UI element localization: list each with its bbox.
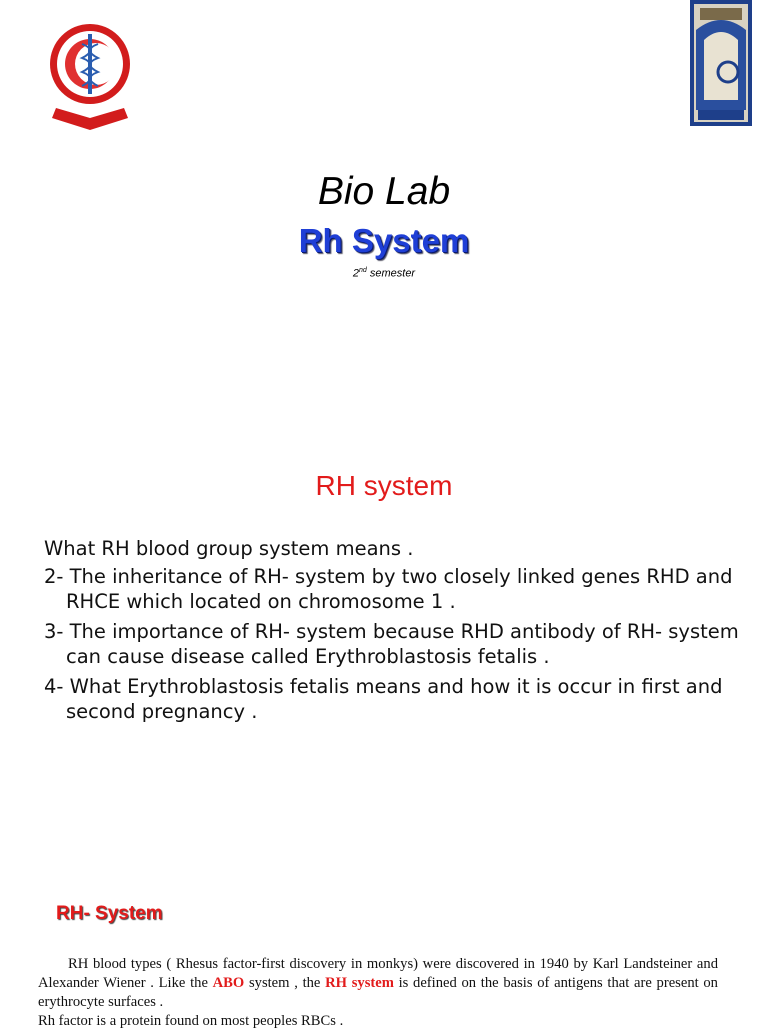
title-slide (0, 0, 768, 300)
topics-list (44, 536, 744, 729)
para-text: RH blood types ( Rhesus factor-first discovery in monkys) were discovered in 1940 by Karl Landsteiner and Alexander Wiener . Like the (38, 956, 718, 991)
university-logo (690, 0, 752, 126)
list-item: 3- The importance of RH- system because RHD antibody of RH- system can cause disease called Erythroblastosis fetalis . (44, 620, 739, 668)
abo-highlight: ABO (212, 975, 245, 991)
rh-system-highlight: RH system (325, 975, 394, 991)
para-text: is defined on the basis of antigens that are present on erythrocyte surfaces . (38, 975, 718, 1010)
intro-paragraph (38, 955, 718, 1012)
list-item: 2- The inheritance of RH- system by two closely linked genes RHD and RHCE which located on chromosome 1 . (44, 565, 733, 613)
semester-word: semester (369, 267, 416, 280)
semester-suffix: nd (359, 267, 367, 274)
rh-factor-paragraph: Rh factor is a protein found on most peoples RBCs . (38, 1013, 344, 1029)
para-text: system , the (244, 975, 326, 991)
slide-subtitle: Rh System (298, 222, 470, 259)
list-item: What RH blood group system means . (44, 537, 414, 560)
list-item: 4- What Erythroblastosis fetalis means and how it is occur in first and second pregnancy . (44, 675, 723, 723)
semester-ordinal: 2 (352, 267, 359, 280)
slide-title: Bio Lab (317, 170, 451, 213)
semester-label (0, 267, 768, 280)
rh-system-section-heading: RH- System (56, 903, 163, 924)
college-medicine-logo (46, 12, 134, 132)
rh-system-heading: RH system (315, 470, 453, 501)
